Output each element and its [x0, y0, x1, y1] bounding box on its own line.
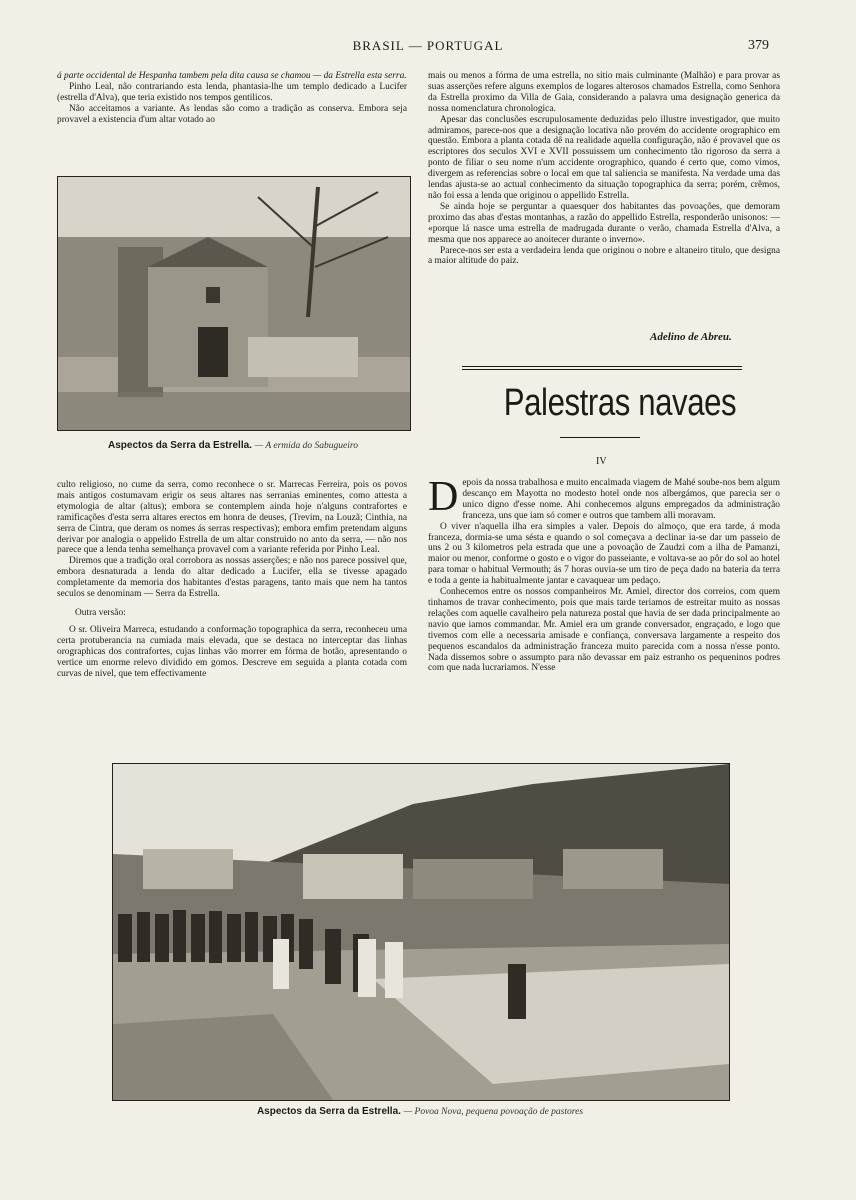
page-number: 379: [748, 38, 769, 53]
caption-title: Aspectos da Serra da Estrella.: [107, 440, 252, 451]
caption-subtitle: — A ermida do Sabugueiro: [254, 441, 359, 451]
paragraph: á parte occidental de Hespanha tambem pela dita causa se chamou — da Estrella esta serra.: [57, 71, 407, 81]
paragraph-text: epois da nossa trabalhosa e muito encalmada viagem de Mahé soube-nos bem algum descanço em Mayotta no modesto hotel onde nos albergámos, que parecia ser o unico digno d'esse nome. Ahi conhecemos alguns empregados da administração franceza, uns que iam só comer e outros que tambem alli moravam.: [462, 478, 780, 521]
paragraph: mais ou menos a fórma de uma estrella, no sitio mais culminante (Malhão) e para provar as suas asserções refere alguns exemplos de logares alterosos chamados Estrella, como Senhora da Estrella proximo da Villa de Gaia, considerando a palavra uma designação generica da nossa nomenclatura chronologica.: [428, 71, 780, 114]
photo-village: [112, 763, 730, 1101]
section-title: Palestras navaes: [503, 382, 737, 424]
left-column-top: [57, 71, 407, 126]
author-signature: Adelino de Abreu.: [650, 331, 732, 343]
paragraph: Parece-nos ser esta a verdadeira lenda que originou o nobre e altaneiro titulo, que designa a maior altitude do paiz.: [428, 245, 780, 267]
section-number: IV: [596, 456, 607, 467]
photo-chapel: [57, 176, 411, 431]
photo-village-caption: [112, 1106, 728, 1117]
paragraph: Outra versão:: [75, 607, 126, 618]
caption-title: Aspectos da Serra da Estrella.: [256, 1106, 401, 1117]
paragraph: Se ainda hoje se perguntar a quaesquer dos habitantes das povoações, que demoram proximo das abas d'estas montanhas, a razão do appellido Estrella, responderão unisonos: — «porque lá nasce uma estrella de madrugada durante o verão, chamada Estrella d'Alva, a mesma que nos apparece ao anoitecer durante o inverno».: [428, 201, 780, 245]
paragraph: Pinho Leal, não contrariando esta lenda, phantasia-lhe um templo dedicado a Lucifer (estrella d'Alva), que teria existido nos tempos gentilicos.: [57, 81, 407, 103]
paragraph: Conhecemos entre os nossos companheiros Mr. Amiel, director dos correios, com quem tinhamos de travar conhecimento, pois que mais tarde teriamos de estreitar muito as nossas relações com aquelle cavalheiro pela natureza postal que havia de ser dada principalmente ao navio que iamos commandar. Mr. Amiel era um grande conversador, engraçado, e logo que tivemos com elle a necessaria amisade e confiança, conversava largamente a respeito dos pequenos escandalos da administração franceza muito parecida com a nossa n'esse ponto. Nada dissemos sobre o assumpto para não devassar em paiz estranho os pequeninos podres com que nada lucrariamos. N'esse: [428, 587, 780, 674]
photo-chapel-caption: [57, 440, 409, 451]
chapel-illustration: [58, 177, 410, 430]
divider-line: [462, 366, 742, 367]
divider-line: [462, 369, 742, 370]
running-header: BRASIL — PORTUGAL: [352, 38, 504, 53]
paragraph: Diremos que a tradição oral corrobora as nossas asserções; e não nos parece possivel que, embora desnaturada a lenda do altar dedicado a Lucifer, ella se tivesse apagado completamente da memoria dos habitantes d'estas paragens, tanto mais que nem ha tantos seculos se denominam — Serra da Estrella.: [57, 556, 407, 600]
left-column-bottom: [57, 480, 407, 679]
village-illustration: [113, 764, 729, 1100]
right-column-top: [428, 71, 780, 267]
paragraph: O viver n'aquella ilha era simples a valer. Depois do almoço, que era tarde, á moda franceza, dormia-se uma sésta e quando o sol começava a declinar ia-se dar um passeio de uns 2 ou 3 kilometros pela estrada que une a povoação de Zaudzi com a ilha de Pamanzi, maior ou menor, conforme o gosto e o vigor do passeiante, e voltava-se ao pôr do sol ao hotel para tomar o habitual Vermouth; ás 7 horas ouvia-se um tiro de peça dado na bateria da terra e toda a gente ia habitualmente jantar e cavaquear um pedaço.: [428, 521, 780, 587]
paragraph: Não acceitamos a variante. As lendas são como a tradição as conserva. Embora seja provavel a existencia d'um altar votado ao: [57, 103, 407, 125]
drop-cap: D: [428, 474, 459, 520]
paragraph: Apesar das conclusões escrupulosamente deduzidas pelo illustre investigador, que muito admiramos, parece-nos que a designação locativa não provém do accidente orographico em questão. Embora a planta cotada dê na realidade aquella configuração, não é provavel que os escriptores dos seculos XVI e XVII possuissem um conhecimento tão rigoroso da serra a ponto de filiar o seu nome n'um accidente orographico, quando é certo que, como vimos, divergem as referencias sobre o local em que tal saliencia se manifesta. Na verdade uma das lendas ajusta-se ao actual conhecimento da situação topographica da serra; porém, crêmos, não foi essa a lenda que originou o appellido Estrella.: [428, 114, 780, 201]
caption-subtitle: — Povoa Nova, pequena povoação de pastores: [403, 1107, 584, 1117]
right-column-bottom: [428, 474, 780, 674]
paragraph: culto religioso, no cume da serra, como reconhece o sr. Marrecas Ferreira, pois os povos mais antigos costumavam erigir os seus altares nas serranias eminentes, como attesta a etymologia de altar (altus); embora se contemplem ainda hoje n'alguns contrafortes e ramificações d'esta serra altares erectos em honra de deuses, (Trevim, na Louzã; Cinthia, na serra de Cintra, que deram os nomes ás serras respectivas); embora emfim pretendam alguns derivar por analogia o appelido Estrella de um altar construido no anto da serra, — não nos parece que a lenda tenha semelhança provavel com a variante referida por Pinho Leal.: [57, 480, 407, 556]
divider-line: [560, 437, 640, 438]
paragraph: O sr. Oliveira Marreca, estudando a conformação topographica da serra, reconheceu uma certa protuberancia na cumiada mais elevada, que se destaca no interceptar das linhas orographicas dos contrafortes, cujas linhas vão morrer em fórma de botão, apresentando o vertice um enorme relevo dividido em gomos. Descreve em seguida a planta cotada com curvas de nivel, que tem effectivamente: [57, 624, 407, 679]
paragraph: [428, 474, 780, 522]
